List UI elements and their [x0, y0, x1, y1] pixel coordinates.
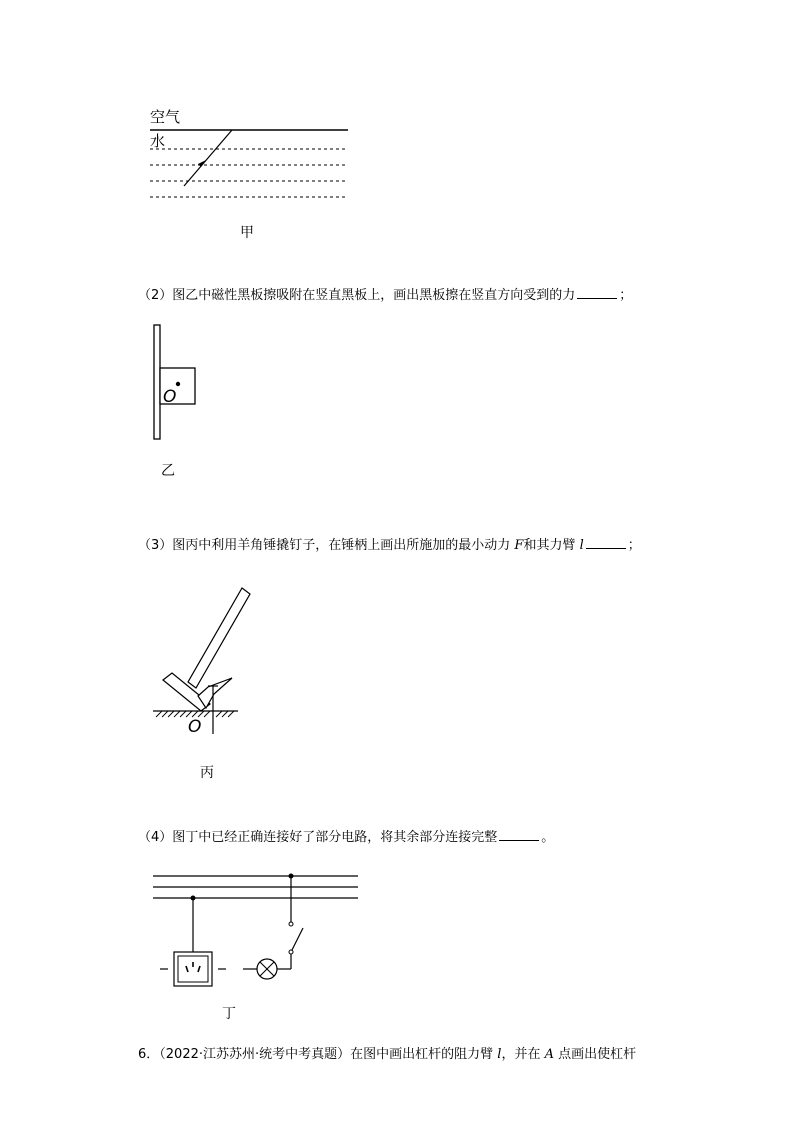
switch-lever: [292, 928, 303, 950]
var-l-6: l: [497, 1047, 502, 1062]
hammer-handle: [188, 588, 250, 688]
question-2-end: ；: [619, 288, 633, 303]
label-water: 水: [150, 132, 166, 150]
question-6-number: 6．: [138, 1047, 160, 1062]
question-6: [138, 1046, 636, 1064]
caption-yi: 乙: [161, 463, 175, 479]
figure-jia: [140, 100, 360, 210]
center-point: [176, 382, 180, 386]
question-6-text: 在图中画出杠杆的阻力臂: [350, 1047, 498, 1062]
question-4-text: 图丁中已经正确连接好了部分电路，将其余部分连接完整: [172, 830, 498, 845]
switch-contact-bottom: [289, 950, 293, 954]
var-f: F: [514, 538, 524, 553]
question-4: [138, 828, 554, 847]
answer-blank-3[interactable]: [586, 536, 626, 549]
switch-contact-top: [289, 922, 293, 926]
question-6-text-end: 点画出使杠杆: [553, 1047, 637, 1062]
ray-arrow-icon: [198, 160, 206, 167]
figure-bing: [148, 582, 258, 742]
figure-ding-diagram: [150, 866, 365, 991]
answer-blank-4[interactable]: [499, 828, 539, 841]
figure-yi-diagram: [148, 320, 208, 445]
caption-ding: 丁: [222, 1006, 236, 1022]
var-l: l: [579, 538, 584, 553]
figure-ding: [150, 866, 365, 991]
blackboard: [154, 325, 160, 439]
question-3-text-mid: 和其力臂: [523, 538, 580, 553]
question-2-number: （2）: [138, 288, 173, 303]
caption-bing: 丙: [200, 765, 214, 781]
figure-bing-diagram: [148, 582, 258, 742]
question-3-end: ；: [627, 538, 641, 553]
question-6-source: （2022·江苏苏州·统考中考真题）: [159, 1047, 351, 1062]
caption-jia: 甲: [240, 225, 254, 241]
question-6-text-mid: ，并在: [501, 1047, 545, 1062]
answer-blank-2[interactable]: [577, 286, 617, 299]
question-4-number: （4）: [138, 830, 173, 845]
point-o-label-bing: O: [188, 717, 202, 737]
question-2: [138, 286, 632, 305]
figure-yi: [148, 320, 208, 445]
point-o-label: O: [163, 387, 177, 407]
hammer-claw: [198, 678, 232, 708]
label-air: 空气: [150, 108, 181, 126]
question-2-text: 图乙中磁性黑板擦吸附在竖直黑板上，画出黑板擦在竖直方向受到的力: [172, 288, 576, 303]
question-3: [138, 536, 641, 555]
question-3-text: 图丙中利用羊角锤撬钉子，在锤柄上画出所施加的最小动力: [172, 538, 515, 553]
question-4-end: 。: [541, 830, 555, 845]
figure-jia-diagram: [140, 100, 360, 210]
incident-ray: [184, 130, 232, 186]
var-a: A: [544, 1047, 554, 1062]
socket-icon: [178, 956, 208, 982]
question-3-number: （3）: [138, 538, 173, 553]
